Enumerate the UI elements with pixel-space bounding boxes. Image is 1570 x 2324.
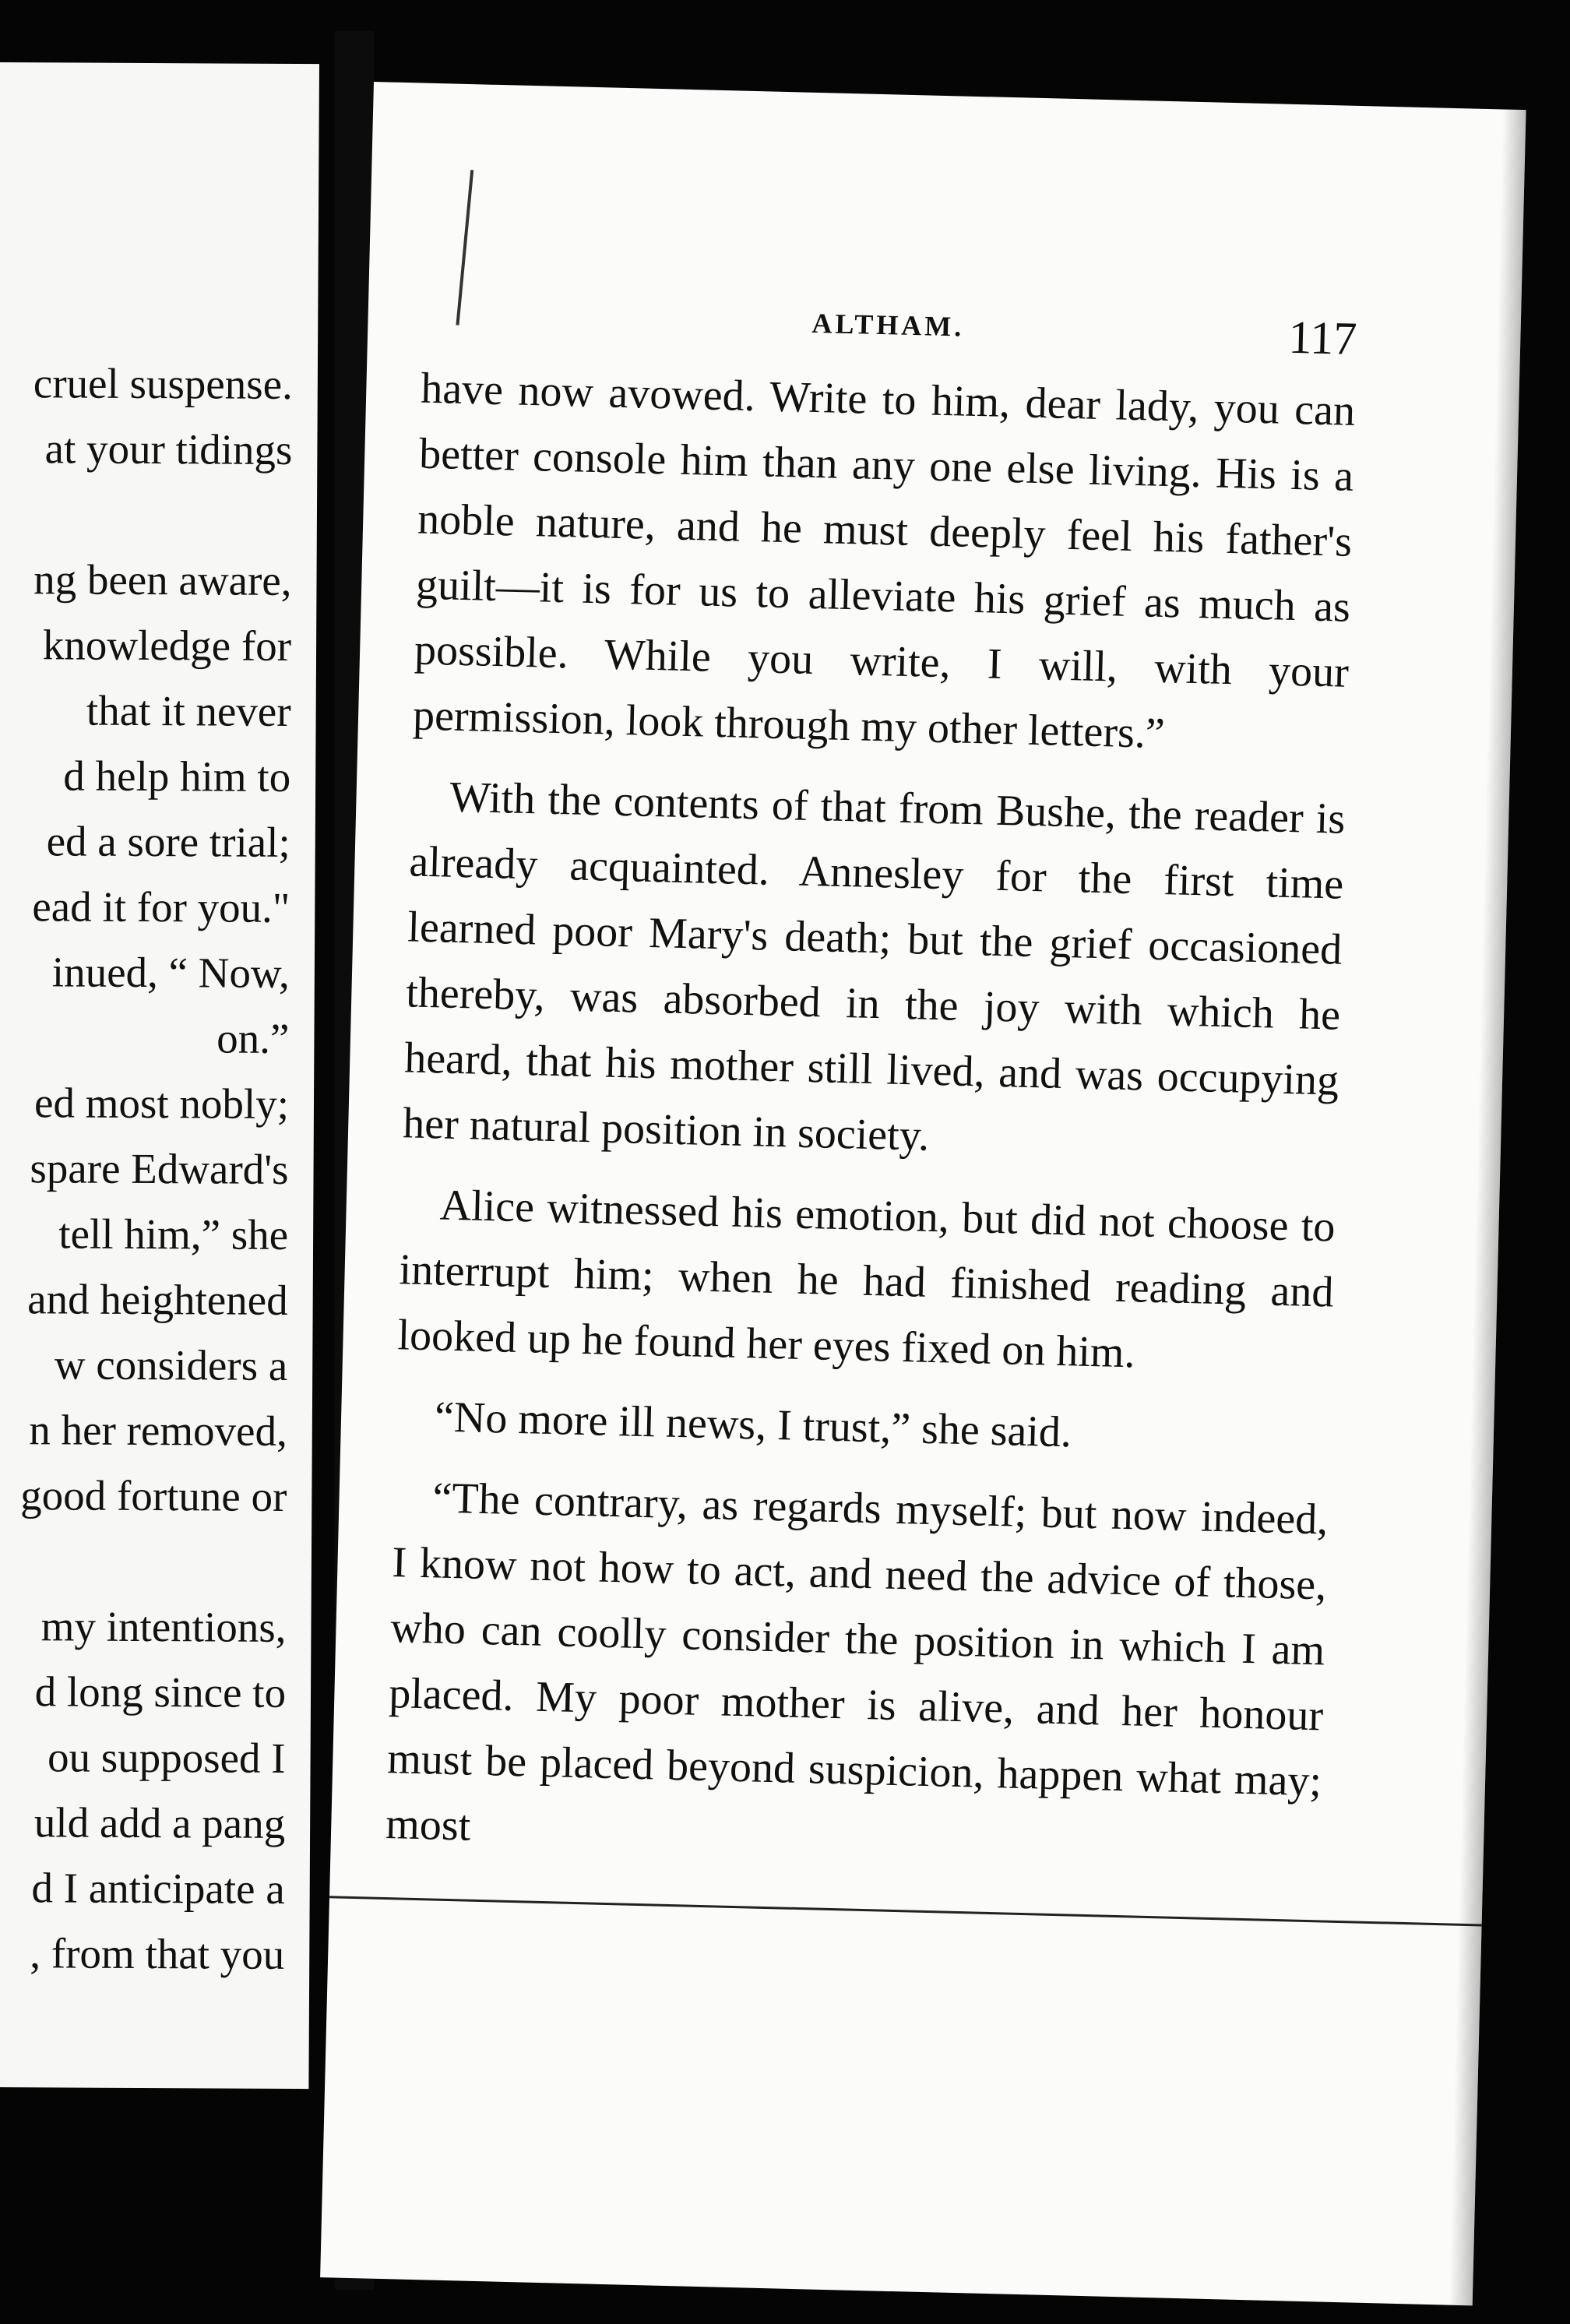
page-number: 117 xyxy=(1287,311,1358,364)
previous-page-line: ed most nobly; xyxy=(33,1079,290,1128)
previous-page-line xyxy=(0,1527,287,1595)
previous-page-line: inued, “ Now, xyxy=(51,948,290,997)
previous-page-line: good fortune or xyxy=(20,1471,287,1520)
page-edge-shadow xyxy=(1449,109,1526,2305)
previous-page-line: and heightened xyxy=(27,1275,288,1324)
previous-page-line: spare Edward's xyxy=(30,1144,289,1193)
running-head: ALTHAM. xyxy=(811,307,965,343)
previous-page-line: knowledge for xyxy=(42,621,292,670)
paragraph: “The contrary, as regards myself; but now indeed, I know not how to act, and need the advice of those, who can coolly consider the position in which I am placed. My poor mother is alive, and her honour must be placed beyond suspicion, happen what may; most xyxy=(385,1474,1329,1850)
paragraph: Alice witnessed his emotion, but did not choose to interrupt him; when he had finished reading and looked up he found her eyes fixed on him. xyxy=(396,1181,1336,1378)
paragraph: “No more ill news, I trust,” she said. xyxy=(434,1393,1072,1457)
paragraph: have now avowed. Write to him, dear lady, you can better console him than any one else living. His is a noble nature, and he must deeply feel his father's guilt—it is for us to alleviate his grief as much as possible. While you write, I will, with your permission, look through my other letters.” xyxy=(412,364,1356,759)
current-page xyxy=(320,82,1526,2305)
previous-page-line: ed a sore trial; xyxy=(46,817,290,866)
previous-page-line: ead it for you." xyxy=(32,882,290,931)
page-body xyxy=(385,356,1356,1896)
previous-page-line: uld add a pang xyxy=(33,1798,286,1847)
previous-page-line: cruel suspense. xyxy=(33,359,293,408)
previous-page-line: tell him,” she xyxy=(58,1210,289,1259)
previous-page-line: d help him to xyxy=(63,752,291,801)
previous-page-line: d long since to xyxy=(34,1667,287,1717)
scan-line xyxy=(329,1896,1482,1926)
previous-page-line: at your tidings xyxy=(44,424,293,474)
previous-page-line: ou supposed I xyxy=(47,1733,286,1782)
previous-page-line: ng been aware, xyxy=(33,555,292,604)
previous-page-line xyxy=(0,481,292,548)
previous-page-line: , from that you xyxy=(30,1929,285,1978)
previous-page-line: n her removed, xyxy=(29,1406,287,1455)
previous-page-line: on.” xyxy=(216,1014,290,1062)
previous-page-line: my intentions, xyxy=(40,1602,287,1651)
previous-page-line: d I anticipate a xyxy=(31,1864,285,1913)
previous-page-line: that it never xyxy=(86,686,291,735)
paragraph: With the contents of that from Bushe, the reader is already acquainted. Annesley for the first time learned poor Mary's death; but the grief occasioned thereby, was absorbed in the joy with which he heard, that his mother still lived, and was occupying her natural position in society. xyxy=(402,773,1346,1160)
previous-page-text xyxy=(0,350,293,1988)
previous-page xyxy=(0,62,319,2089)
previous-page-line: w considers a xyxy=(54,1340,288,1389)
